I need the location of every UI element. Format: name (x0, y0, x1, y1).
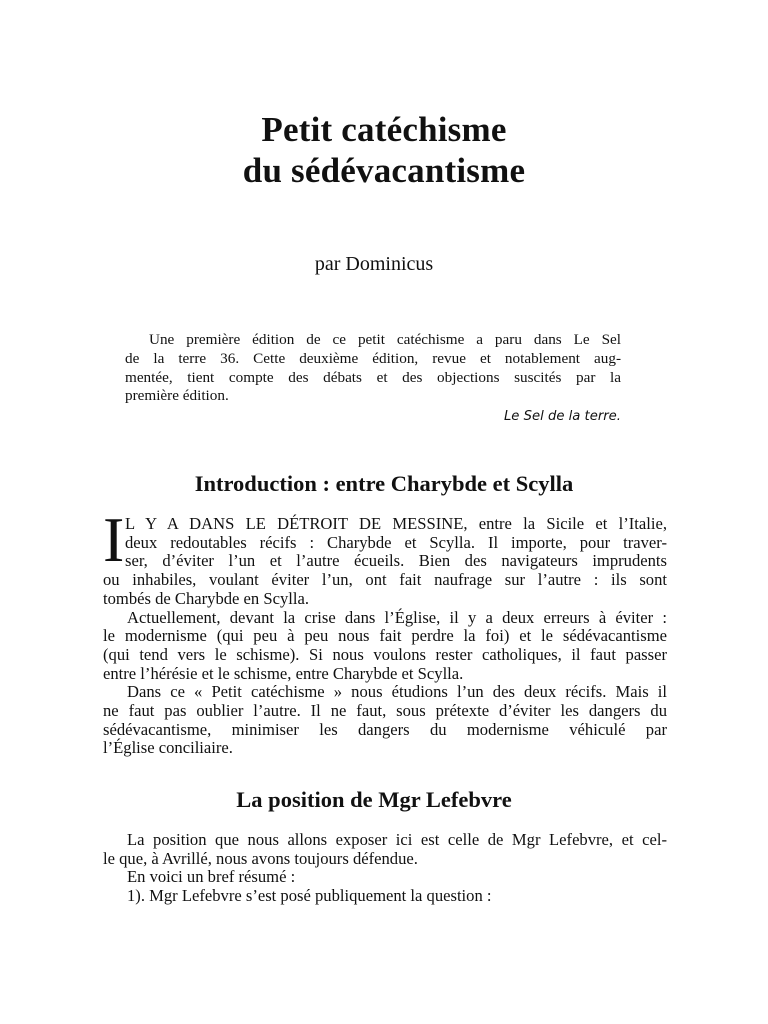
intro-line: (qui tend vers le schisme). Si nous voulons rester catholiques, il faut passer (103, 644, 667, 664)
intro-line: sédévacantisme, minimiser les dangers du modernisme véhiculé par (103, 719, 667, 739)
edition-note (125, 331, 621, 427)
note-line-4: première édition. (125, 387, 229, 405)
intro-line: L Y A DANS LE DÉTROIT DE MESSINE, entre la Sicile et l’Italie, (125, 514, 667, 533)
intro-line: entre l’hérésie et le schisme, entre Charybde et Scylla. (103, 663, 464, 683)
note-line-3: mentée, tient compte des débats et des objections suscités par la (125, 368, 621, 386)
intro-line: Dans ce « Petit catéchisme » nous étudions l’un des deux récifs. Mais il (127, 682, 667, 702)
author-byline: par Dominicus (314, 253, 434, 275)
title-line-1: Petit catéchisme (261, 110, 507, 149)
intro-line: ou inhabiles, voulant éviter l’un, ont fait naufrage sur l’autre : ils sont (103, 570, 667, 590)
position-line: le que, à Avrillé, nous avons toujours défendue. (103, 848, 418, 868)
intro-line: ne faut pas oublier l’autre. Il ne faut, sous prétexte d’éviter les dangers du (103, 701, 667, 721)
introduction-text (103, 515, 667, 758)
position-text (103, 831, 667, 906)
section-heading-position: La position de Mgr Lefebvre (236, 787, 512, 812)
position-line: La position que nous allons exposer ici est celle de Mgr Lefebvre, et cel- (127, 830, 667, 849)
intro-line: le modernisme (qui peu à peu nous fait perdre la foi) et le sédévacantisme (103, 626, 667, 646)
note-line-2: de la terre 36. Cette deuxième édition, revue et notablement aug- (125, 349, 621, 367)
intro-line: l’Église conciliaire. (103, 738, 233, 758)
intro-line: Actuellement, devant la crise dans l’Église, il y a deux erreurs à éviter : (127, 607, 667, 627)
intro-line: deux redoutables récifs : Charybde et Scylla. Il importe, pour traver- (125, 532, 667, 552)
note-line-1-text: Une première édition de ce petit catéchisme a paru dans Le Sel (149, 331, 621, 348)
section-heading-introduction: Introduction : entre Charybde et Scylla (194, 471, 574, 496)
intro-line: ser, d’éviter l’un et l’autre écueils. Bien des navigateurs imprudents (125, 551, 667, 571)
intro-line: tombés de Charybde en Scylla. (103, 588, 309, 608)
drop-cap: I (103, 504, 125, 575)
position-line: 1). Mgr Lefebvre s’est posé publiquement la question : (127, 886, 492, 906)
title-line-2: du sédévacantisme (242, 151, 526, 190)
position-line: En voici un bref résumé : (127, 867, 296, 887)
note-signature: Le Sel de la terre. (503, 409, 621, 425)
note-line-1 (125, 331, 621, 350)
